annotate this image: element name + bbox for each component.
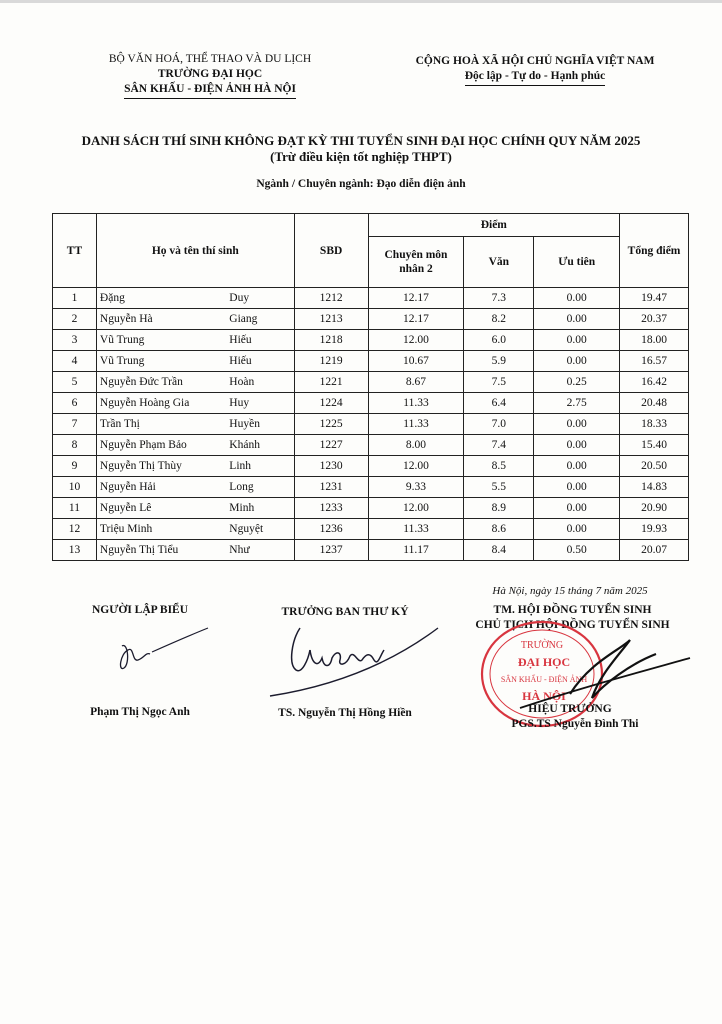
rector-title: HIỆU TRƯỞNG (528, 703, 612, 715)
preparer-signature (108, 624, 212, 676)
cell-last-name: Nguyễn Phạm Bảo (96, 435, 226, 456)
cell-literature-score: 7.5 (464, 372, 534, 393)
col-header-literature: Văn (464, 237, 534, 288)
major-label: Ngành / Chuyên ngành: Đạo diễn điện ảnh (256, 178, 466, 190)
cell-last-name: Nguyễn Lê (96, 498, 226, 519)
cell-sbd: 1212 (294, 288, 368, 309)
table-row (53, 477, 689, 498)
cell-sbd: 1224 (294, 393, 368, 414)
cell-last-name: Vũ Trung (96, 351, 226, 372)
cell-first-name: Hiếu (226, 351, 294, 372)
cell-last-name: Nguyễn Thị Tiểu (96, 540, 226, 561)
cell-first-name: Nguyệt (226, 519, 294, 540)
col-header-tt: TT (53, 214, 97, 288)
cell-total-score: 20.37 (620, 309, 689, 330)
cell-major-score: 11.33 (368, 414, 464, 435)
cell-major-score: 12.00 (368, 330, 464, 351)
cell-first-name: Huy (226, 393, 294, 414)
cell-total-score: 19.47 (620, 288, 689, 309)
stamp-text-mid: ĐẠI HỌC (517, 655, 571, 669)
cell-literature-score: 8.5 (464, 456, 534, 477)
table-row (53, 435, 689, 456)
cell-tt: 11 (53, 498, 97, 519)
col-header-sbd: SBD (294, 214, 368, 288)
cell-major-score: 8.67 (368, 372, 464, 393)
document-title: DANH SÁCH THÍ SINH KHÔNG ĐẠT KỲ THI TUYỂN SINH ĐẠI HỌC CHÍNH QUY NĂM 2025 (81, 133, 641, 148)
table-row (53, 393, 689, 414)
cell-sbd: 1236 (294, 519, 368, 540)
cell-major-score: 11.33 (368, 393, 464, 414)
cell-total-score: 20.90 (620, 498, 689, 519)
cell-tt: 3 (53, 330, 97, 351)
table-row (53, 540, 689, 561)
cell-last-name: Nguyễn Hải (96, 477, 226, 498)
cell-last-name: Nguyễn Thị Thùy (96, 456, 226, 477)
col-header-score: Điểm (368, 214, 620, 237)
cell-literature-score: 7.3 (464, 288, 534, 309)
cell-tt: 6 (53, 393, 97, 414)
cell-first-name: Minh (226, 498, 294, 519)
republic-name: CỘNG HOÀ XÃ HỘI CHỦ NGHĨA VIỆT NAM (415, 55, 655, 67)
table-row (53, 351, 689, 372)
cell-total-score: 19.93 (620, 519, 689, 540)
cell-sbd: 1227 (294, 435, 368, 456)
table-row (53, 330, 689, 351)
cell-total-score: 20.48 (620, 393, 689, 414)
cell-priority-score: 0.00 (534, 519, 620, 540)
cell-tt: 10 (53, 477, 97, 498)
cell-literature-score: 8.6 (464, 519, 534, 540)
cell-major-score: 12.00 (368, 456, 464, 477)
table-row (53, 372, 689, 393)
university-name-line1: TRƯỜNG ĐẠI HỌC (157, 68, 263, 80)
cell-tt: 13 (53, 540, 97, 561)
cell-total-score: 18.00 (620, 330, 689, 351)
cell-literature-score: 5.9 (464, 351, 534, 372)
cell-first-name: Hiếu (226, 330, 294, 351)
preparer-name: Phạm Thị Ngọc Anh (90, 706, 190, 718)
cell-priority-score: 0.00 (534, 414, 620, 435)
cell-literature-score: 6.0 (464, 330, 534, 351)
table-row (53, 414, 689, 435)
cell-first-name: Hoàn (226, 372, 294, 393)
cell-tt: 7 (53, 414, 97, 435)
cell-tt: 12 (53, 519, 97, 540)
cell-sbd: 1231 (294, 477, 368, 498)
col-header-name: Họ và tên thí sinh (96, 214, 294, 288)
cell-literature-score: 6.4 (464, 393, 534, 414)
cell-literature-score: 8.4 (464, 540, 534, 561)
council-line1: TM. HỘI ĐỒNG TUYỂN SINH (493, 604, 652, 616)
cell-sbd: 1213 (294, 309, 368, 330)
cell-literature-score: 5.5 (464, 477, 534, 498)
cell-first-name: Khánh (226, 435, 294, 456)
table-row (53, 309, 689, 330)
candidate-rows (53, 288, 689, 561)
ministry-name: BỘ VĂN HOÁ, THỂ THAO VÀ DU LỊCH (108, 53, 312, 65)
cell-sbd: 1233 (294, 498, 368, 519)
col-header-total: Tổng điểm (620, 214, 689, 288)
cell-last-name: Vũ Trung (96, 330, 226, 351)
cell-priority-score: 0.25 (534, 372, 620, 393)
cell-last-name: Đặng (96, 288, 226, 309)
cell-major-score: 12.17 (368, 309, 464, 330)
secretary-title: TRƯỞNG BAN THƯ KÝ (281, 606, 409, 618)
stamp-text-line: SÂN KHẤU - ĐIỆN ẢNH (500, 675, 588, 684)
cell-tt: 9 (53, 456, 97, 477)
cell-first-name: Long (226, 477, 294, 498)
issuer-header (90, 52, 330, 99)
cell-priority-score: 0.00 (534, 330, 620, 351)
cell-major-score: 11.17 (368, 540, 464, 561)
cell-tt: 1 (53, 288, 97, 309)
cell-priority-score: 2.75 (534, 393, 620, 414)
cell-literature-score: 7.4 (464, 435, 534, 456)
secretary-signature (262, 620, 442, 702)
cell-tt: 4 (53, 351, 97, 372)
cell-total-score: 16.57 (620, 351, 689, 372)
cell-tt: 2 (53, 309, 97, 330)
cell-last-name: Nguyễn Hà (96, 309, 226, 330)
cell-last-name: Triệu Minh (96, 519, 226, 540)
stamp-text-bottom: HÀ NỘI (522, 689, 566, 703)
cell-priority-score: 0.00 (534, 351, 620, 372)
cell-priority-score: 0.50 (534, 540, 620, 561)
cell-major-score: 9.33 (368, 477, 464, 498)
cell-major-score: 10.67 (368, 351, 464, 372)
scan-edge (0, 0, 722, 3)
national-header (395, 54, 675, 86)
cell-first-name: Như (226, 540, 294, 561)
table-row (53, 498, 689, 519)
national-motto: Độc lập - Tự do - Hạnh phúc (465, 69, 606, 86)
candidate-table (52, 213, 689, 561)
cell-sbd: 1219 (294, 351, 368, 372)
cell-first-name: Giang (226, 309, 294, 330)
cell-total-score: 20.50 (620, 456, 689, 477)
cell-last-name: Nguyễn Đức Trần (96, 372, 226, 393)
cell-total-score: 15.40 (620, 435, 689, 456)
cell-literature-score: 7.0 (464, 414, 534, 435)
document-subtitle: (Trừ điều kiện tốt nghiệp THPT) (270, 149, 452, 164)
cell-priority-score: 0.00 (534, 288, 620, 309)
cell-sbd: 1221 (294, 372, 368, 393)
table-row (53, 456, 689, 477)
cell-first-name: Linh (226, 456, 294, 477)
cell-last-name: Trần Thị (96, 414, 226, 435)
cell-sbd: 1230 (294, 456, 368, 477)
cell-priority-score: 0.00 (534, 477, 620, 498)
cell-total-score: 16.42 (620, 372, 689, 393)
rector-name: PGS.TS Nguyễn Đình Thi (511, 718, 639, 730)
cell-major-score: 12.17 (368, 288, 464, 309)
cell-last-name: Nguyễn Hoàng Gia (96, 393, 226, 414)
cell-total-score: 18.33 (620, 414, 689, 435)
cell-major-score: 8.00 (368, 435, 464, 456)
university-name-line2: SÂN KHẤU - ĐIỆN ẢNH HÀ NỘI (124, 82, 296, 99)
cell-sbd: 1225 (294, 414, 368, 435)
cell-tt: 5 (53, 372, 97, 393)
table-row (53, 519, 689, 540)
cell-first-name: Duy (226, 288, 294, 309)
cell-priority-score: 0.00 (534, 435, 620, 456)
cell-tt: 8 (53, 435, 97, 456)
cell-first-name: Huyền (226, 414, 294, 435)
stamp-text-top: TRƯỜNG (520, 640, 564, 651)
cell-priority-score: 0.00 (534, 498, 620, 519)
cell-literature-score: 8.2 (464, 309, 534, 330)
col-header-priority: Ưu tiên (534, 237, 620, 288)
col-header-major-subject: Chuyên môn nhân 2 (368, 237, 464, 288)
cell-literature-score: 8.9 (464, 498, 534, 519)
council-line2: CHỦ TỊCH HỘI ĐỒNG TUYỂN SINH (475, 619, 670, 631)
cell-sbd: 1218 (294, 330, 368, 351)
issue-date: Hà Nội, ngày 15 tháng 7 năm 2025 (492, 585, 648, 597)
cell-total-score: 14.83 (620, 477, 689, 498)
cell-major-score: 11.33 (368, 519, 464, 540)
cell-sbd: 1237 (294, 540, 368, 561)
cell-total-score: 20.07 (620, 540, 689, 561)
table-row (53, 288, 689, 309)
cell-priority-score: 0.00 (534, 456, 620, 477)
cell-major-score: 12.00 (368, 498, 464, 519)
secretary-name: TS. Nguyễn Thị Hồng Hiền (278, 707, 412, 719)
preparer-title: NGƯỜI LẬP BIỂU (91, 604, 189, 616)
cell-priority-score: 0.00 (534, 309, 620, 330)
